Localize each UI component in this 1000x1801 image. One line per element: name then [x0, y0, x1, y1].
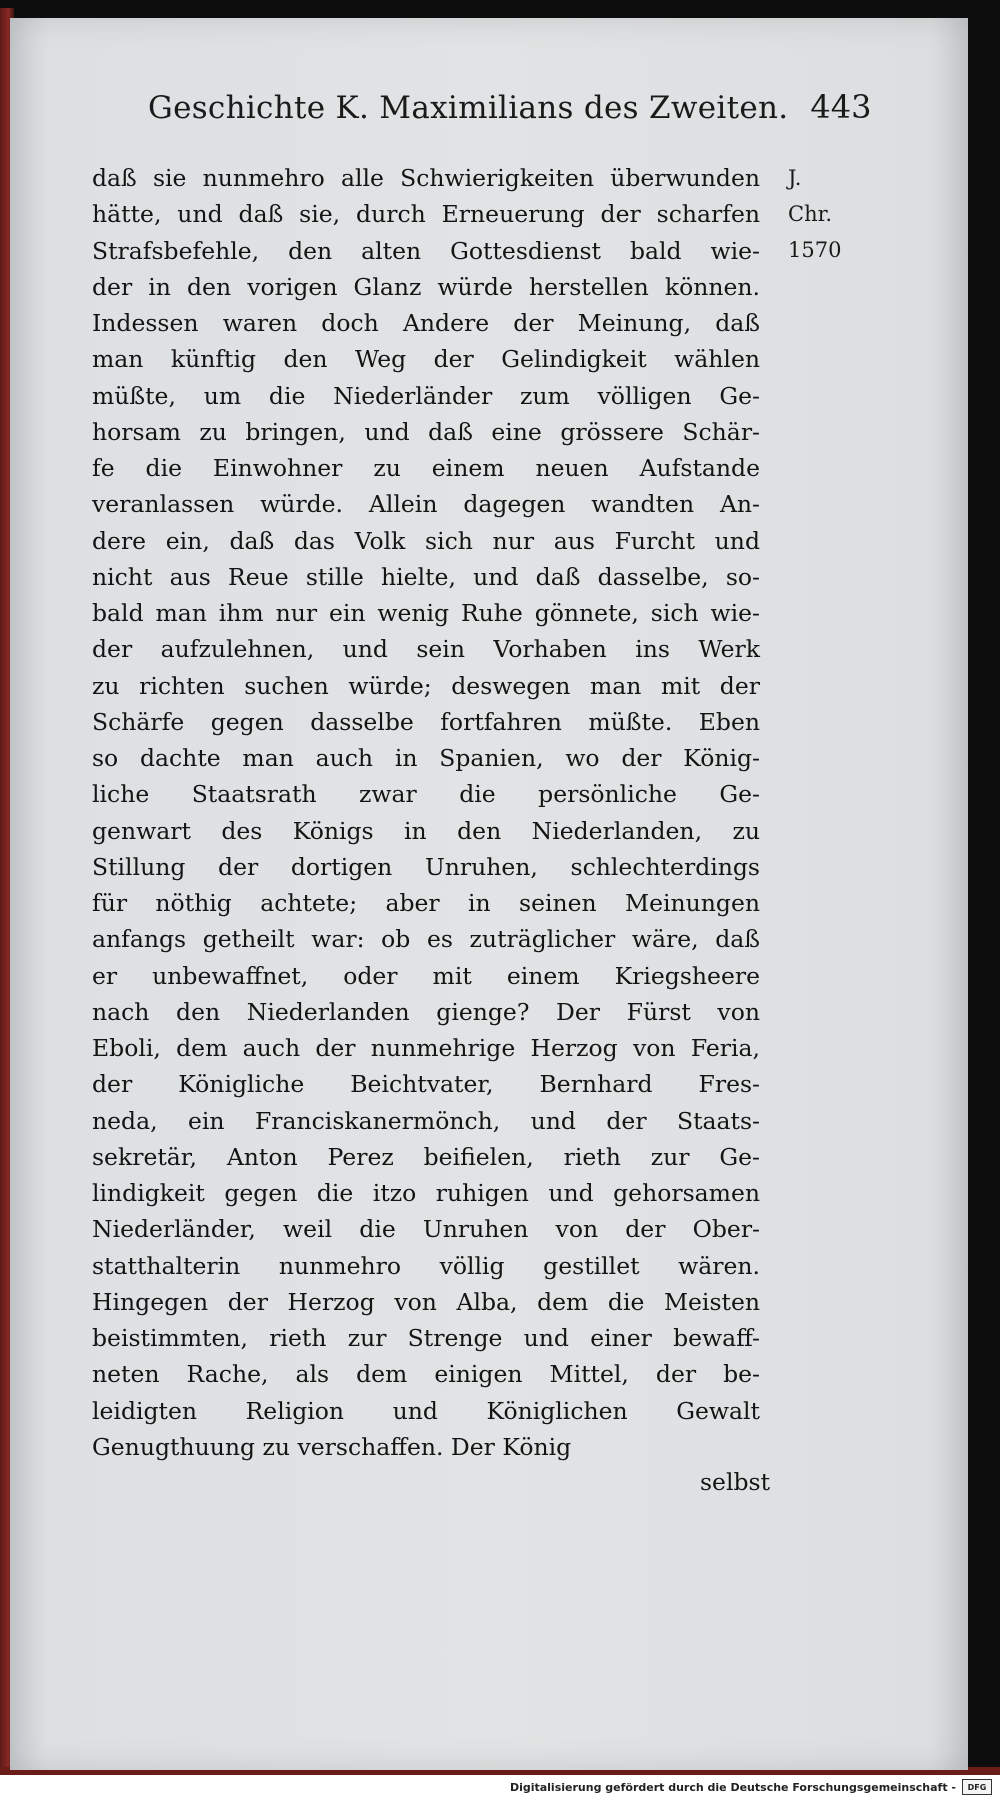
- text-line: leidigten Religion und Königlichen Gewalt: [92, 1396, 760, 1425]
- text-line: nach den Niederlanden gienge? Der Fürst von: [92, 997, 760, 1026]
- text-line: anfangs getheilt war: ob es zuträglicher wäre, daß: [92, 925, 760, 954]
- text-line: horsam zu bringen, und daß eine grössere Schär-: [92, 417, 760, 446]
- text-line: man künftig den Weg der Gelindigkeit wählen: [92, 345, 760, 374]
- text-line: bald man ihm nur ein wenig Ruhe gönnete, sich wie-: [92, 599, 760, 627]
- text-line: beistimmten, rieth zur Strenge und einer bewaff-: [92, 1324, 760, 1352]
- text-line: der Königliche Beichtvater, Bernhard Fres-: [92, 1070, 760, 1099]
- text-line: lindigkeit gegen die itzo ruhigen und gehorsamen: [92, 1179, 760, 1207]
- text-line: der in den vorigen Glanz würde herstellen können.: [92, 272, 760, 301]
- text-line: Stillung der dortigen Unruhen, schlechterdings: [92, 852, 760, 881]
- text-line: neda, ein Franciskanermönch, und der Staats-: [92, 1106, 760, 1135]
- text-line: veranlassen würde. Allein dagegen wandten An-: [92, 490, 760, 519]
- text-line: statthalterin nunmehro völlig gestillet wären.: [92, 1251, 760, 1280]
- body-text: [92, 160, 760, 1465]
- text-line: liche Staatsrath zwar die persönliche Ge-: [92, 780, 760, 809]
- text-line: Schärfe gegen dasselbe fortfahren müßte. Eben: [92, 707, 760, 736]
- text-line: Hingegen der Herzog von Alba, dem die Meisten: [92, 1287, 760, 1316]
- text-line: so dachte man auch in Spanien, wo der König-: [92, 744, 760, 772]
- text-line: müßte, um die Niederländer zum völligen Ge-: [92, 381, 760, 410]
- text-line: nicht aus Reue stille hielte, und daß dasselbe, so-: [92, 562, 760, 591]
- text-line: daß sie nunmehro alle Schwierigkeiten überwunden: [92, 164, 760, 192]
- text-line: hätte, und daß sie, durch Erneuerung der scharfen: [92, 200, 760, 229]
- marginal-note: [788, 160, 848, 268]
- text-line: genwart des Königs in den Niederlanden, zu: [92, 816, 760, 845]
- marginal-note-year: 1570: [788, 238, 842, 262]
- text-line: Niederländer, weil die Unruhen von der Ober-: [92, 1215, 760, 1244]
- catchword: selbst: [700, 1468, 771, 1496]
- text-line: der aufzulehnen, und sein Vorhaben ins Werk: [92, 635, 760, 664]
- footer: [0, 1775, 1000, 1801]
- text-line: sekretär, Anton Perez beifielen, rieth zur Ge-: [92, 1142, 760, 1171]
- page-number: 443: [810, 88, 872, 126]
- text-line: Strafsbefehle, den alten Gottesdienst bald wie-: [92, 236, 760, 265]
- text-line: fe die Einwohner zu einem neuen Aufstande: [92, 454, 760, 482]
- text-line: für nöthig achtete; aber in seinen Meinungen: [92, 889, 760, 917]
- dfg-logo-icon: DFG: [962, 1779, 992, 1795]
- page-header: [148, 88, 872, 134]
- text-line: Genugthuung zu verschaffen. Der König: [92, 1432, 572, 1461]
- text-line: er unbewaffnet, oder mit einem Kriegsheere: [92, 961, 760, 990]
- funding-credit: Digitalisierung gefördert durch die Deutsche Forschungsgemeinschaft -: [509, 1781, 956, 1794]
- text-line: Eboli, dem auch der nunmehrige Herzog von Feria,: [92, 1034, 760, 1062]
- running-title: Geschichte K. Maximilians des Zweiten.: [148, 90, 789, 126]
- text-line: Indessen waren doch Andere der Meinung, daß: [92, 309, 760, 337]
- text-line: dere ein, daß das Volk sich nur aus Furcht und: [92, 526, 760, 555]
- text-line: zu richten suchen würde; deswegen man mit der: [92, 671, 760, 700]
- marginal-note-era: J. Chr.: [788, 166, 832, 226]
- text-line: neten Rache, als dem einigen Mittel, der be-: [92, 1360, 760, 1389]
